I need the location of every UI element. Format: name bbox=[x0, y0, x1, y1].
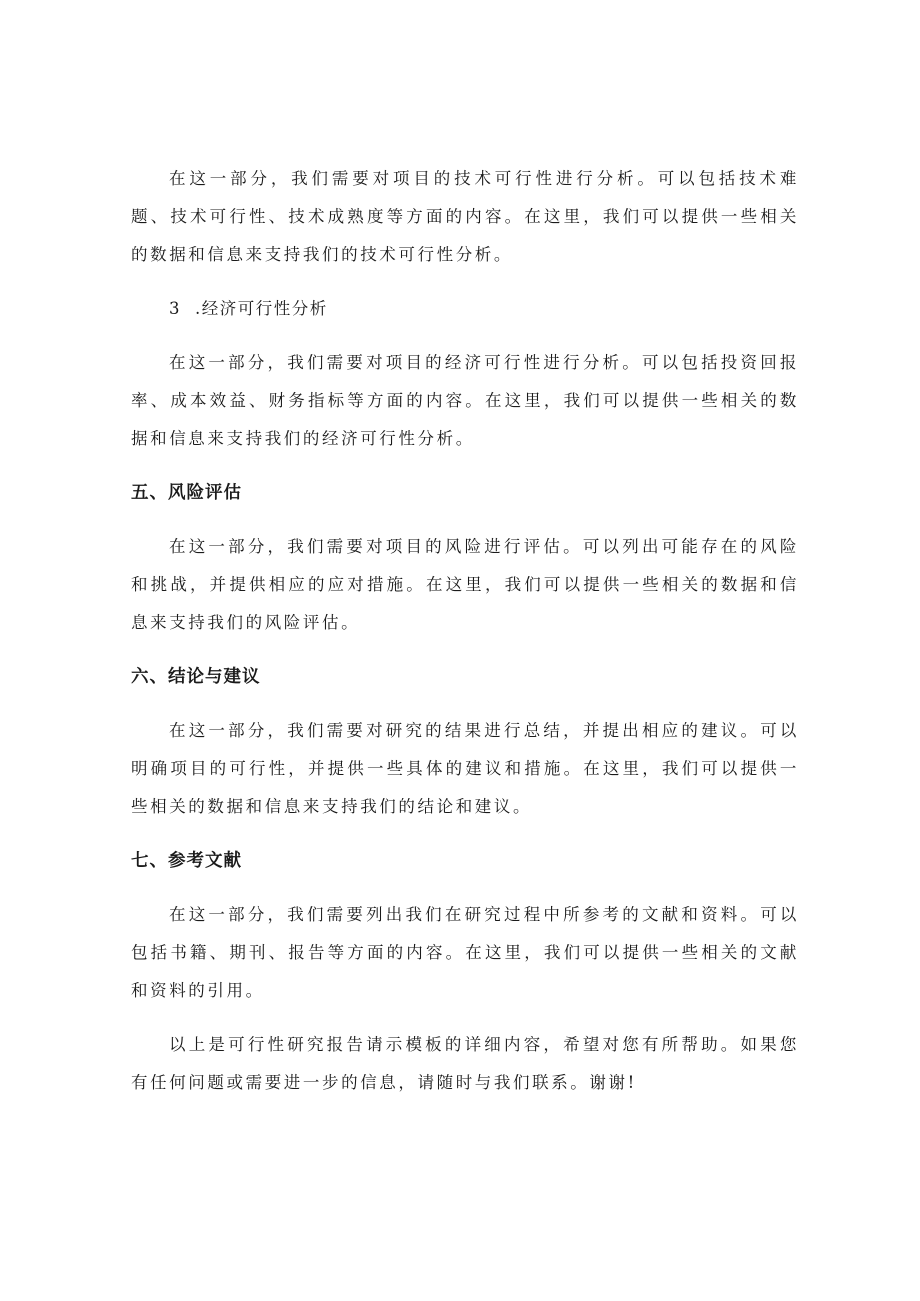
heading-risk: 五、风险评估 bbox=[131, 483, 242, 503]
paragraph-references: 在这一部分，我们需要列出我们在研究过程中所参考的文献和资料。可以包括书籍、期刊、报告等方面的内容。在这里，我们可以提供一些相关的文献和资料的引用。 bbox=[131, 905, 799, 1000]
subheading-number: 3 bbox=[169, 299, 181, 318]
paragraph-conclusion: 在这一部分，我们需要对研究的结果进行总结，并提出相应的建议。可以明确项目的可行性，并提供一些具体的建议和措施。在这里，我们可以提供一些相关的数据和信息来支持我们的结论和建议。 bbox=[131, 721, 799, 816]
paragraph-tech-feasibility: 在这一部分，我们需要对项目的技术可行性进行分析。可以包括技术难题、技术可行性、技术成熟度等方面的内容。在这里，我们可以提供一些相关的数据和信息来支持我们的技术可行性分析。 bbox=[131, 169, 799, 264]
paragraph-closing: 以上是可行性研究报告请示模板的详细内容，希望对您有所帮助。如果您有任何问题或需要进一步的信息，请随时与我们联系。谢谢! bbox=[131, 1035, 799, 1092]
paragraph-econ-feasibility: 在这一部分，我们需要对项目的经济可行性进行分析。可以包括投资回报率、成本效益、财务指标等方面的内容。在这里，我们可以提供一些相关的数据和信息来支持我们的经济可行性分析。 bbox=[131, 353, 799, 448]
heading-references: 七、参考文献 bbox=[131, 851, 242, 871]
subheading-econ-feasibility bbox=[131, 290, 799, 328]
paragraph-risk: 在这一部分，我们需要对项目的风险进行评估。可以列出可能存在的风险和挑战，并提供相应的应对措施。在这里，我们可以提供一些相关的数据和信息来支持我们的风险评估。 bbox=[131, 537, 799, 632]
document-page bbox=[131, 160, 799, 1118]
heading-conclusion: 六、结论与建议 bbox=[131, 667, 261, 687]
subheading-title: .经济可行性分析 bbox=[195, 299, 328, 318]
